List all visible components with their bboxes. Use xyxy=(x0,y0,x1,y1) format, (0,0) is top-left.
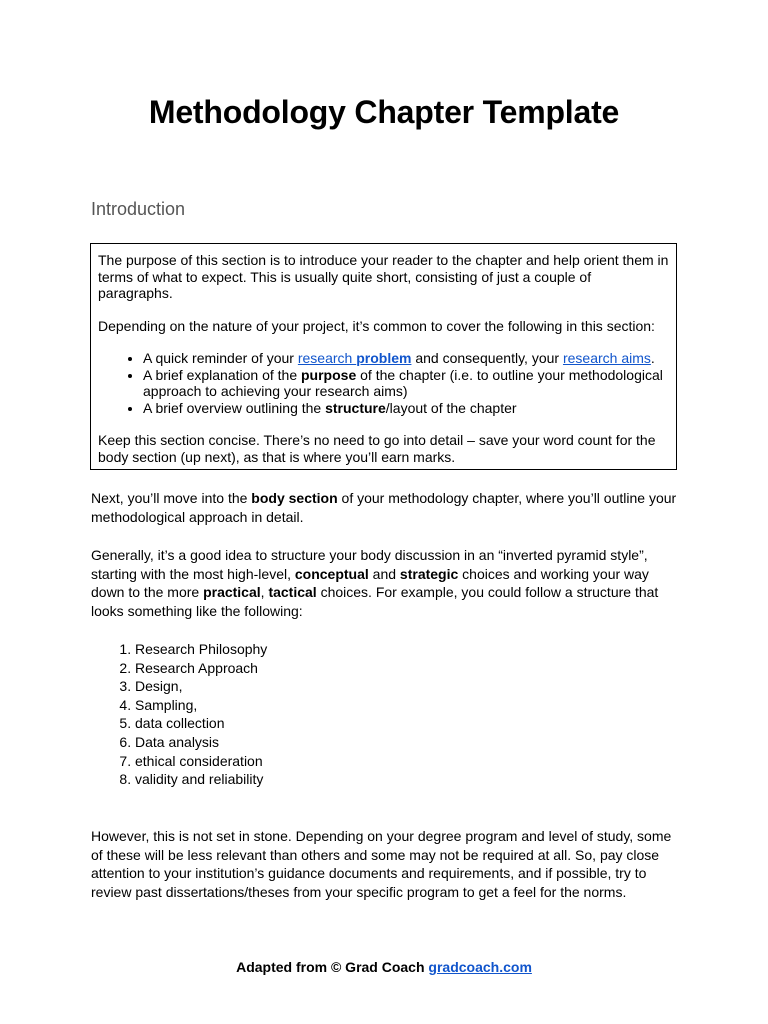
intro-bullet-list xyxy=(98,350,669,416)
bullet-text: A quick reminder of your xyxy=(143,350,298,366)
bullet-text: . xyxy=(650,350,655,366)
list-item: 7. ethical consideration xyxy=(135,752,681,771)
paragraph-bold-text: tactical xyxy=(268,584,317,601)
intro-paragraph-2: Depending on the nature of your project, it’s common to cover the following in this section: xyxy=(98,317,655,334)
paragraph-bold-text: practical xyxy=(203,584,261,601)
research-aims-link[interactable]: research aims xyxy=(562,350,651,366)
gradcoach-link[interactable]: gradcoach.com xyxy=(428,959,532,975)
list-item: 8. validity and reliability xyxy=(135,770,681,789)
document-title: Methodology Chapter Template xyxy=(148,94,620,130)
intro-bullet-1 xyxy=(143,350,669,367)
methodology-structure-list xyxy=(91,640,681,789)
paragraph-bold-text: strategic xyxy=(399,565,459,582)
paragraph-text: However, this is not set in stone. Depending on your degree program and level of study, some of these will be less relevant than others and some may not be required at all. So, pay close attention to your institution’s guidance documents and requirements, and if possible, try to review past dissertations/theses from your specific program to get a feel for the norms. xyxy=(91,828,672,901)
paragraph-text: choices. For example, you could follow a structure that looks something like the following: xyxy=(91,584,659,620)
bullet-text: /layout of the chapter xyxy=(385,399,517,416)
body-paragraph-3 xyxy=(91,827,681,902)
intro-bullet-3 xyxy=(143,400,669,417)
list-item: 5. data collection xyxy=(135,714,681,733)
paragraph-text: Next, you’ll move into the xyxy=(91,490,252,506)
list-item: 6. Data analysis xyxy=(135,733,681,752)
bullet-bold-text: purpose xyxy=(301,366,357,383)
paragraph-text: choices and working your way down to the more xyxy=(91,565,649,601)
bullet-text: A brief overview outlining the xyxy=(143,399,326,416)
introduction-guidance-box xyxy=(90,243,677,470)
link-text-bold: problem xyxy=(356,350,412,366)
paragraph-bold-text: conceptual xyxy=(294,565,369,582)
bullet-bold-text: structure xyxy=(325,399,386,416)
footer-attribution xyxy=(0,958,768,976)
bullet-text: of the chapter (i.e. to outline your methodological approach to achieving your research aims) xyxy=(143,366,663,399)
section-heading-introduction: Introduction xyxy=(91,199,186,219)
link-text: research xyxy=(297,350,357,366)
list-item: 3. Design, xyxy=(135,677,681,696)
list-item: 2. Research Approach xyxy=(135,659,681,678)
research-problem-link[interactable] xyxy=(298,350,412,366)
paragraph-bold-text: body section xyxy=(251,490,338,506)
intro-paragraph-1: The purpose of this section is to introduce your reader to the chapter and help orient them in terms of what to expect. This is usually quite short, consisting of just a couple of paragraphs. xyxy=(98,252,669,301)
body-paragraph-1 xyxy=(91,489,681,526)
list-item: 4. Sampling, xyxy=(135,696,681,715)
intro-paragraph-3: Keep this section concise. There’s no need to go into detail – save your word count for the body section (up next), as that is where you’ll earn marks. xyxy=(98,432,656,465)
bullet-text: A brief explanation of the xyxy=(143,366,301,383)
footer-text: Adapted from © Grad Coach xyxy=(236,959,429,975)
body-paragraph-2 xyxy=(91,546,681,621)
intro-bullet-2 xyxy=(143,367,669,400)
bullet-text: and consequently, your xyxy=(411,350,563,366)
paragraph-text: , xyxy=(260,584,269,601)
paragraph-text: of your methodology chapter, where you’ll outline your methodological approach in detail. xyxy=(91,490,677,525)
paragraph-text: and xyxy=(368,565,400,582)
list-item: 1. Research Philosophy xyxy=(135,640,681,659)
paragraph-text: Generally, it’s a good idea to structure your body discussion in an “inverted pyramid style”, starting with the most high-level, xyxy=(91,547,648,582)
